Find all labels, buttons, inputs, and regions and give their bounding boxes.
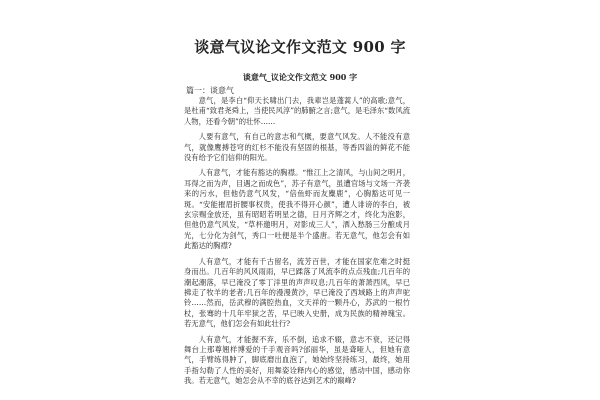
paragraph: 人有意气，才能有豁达的胸襟。“惟江上之清风，与山间之明月，耳得之而为声，目遇之而成色”，苏子有意气，虽遭官场与文场一齐袭来的污水，但他仍意气风发，“倍鱼虾而友麋鹿”，心胸豁达可见一斑。“安能摧眉折腰事权贵，使我不得开心颜”，遭人诽谤的李白，被玄宗赐金放还，虽有昭昭若明星之德，日月齐辉之才，终化为泡影，但他仍意气风发，“草杯邀明月，对影成三人”，洒入愁肠三分酿成月光，七分化为剑气，秀口一吐便是半个盛唐。若无意气，他怎会有如此豁达的胸襟? (184, 168, 410, 251)
body-text (184, 96, 410, 392)
section-heading: 篇一：谈意气 (186, 86, 234, 95)
paragraph: 人有意气，才能握不弃，乐不倒，追求不辍，意志不衰，还记得舞台上那尊翘样博爱的千手观音吗?邰丽华，虽是聋哑人，但她有意气，手臂练得肿了，脚底磨出血泡了，她始终坚持练习，最终，她用手指勾勒了人性的美好，用舞姿诠释内心的感觉，感动中国，感动你我。若无意气，她怎会从不幸的底谷达到艺术的巅峰? (184, 334, 410, 386)
paragraph: 意气，是李白“仰天长啸出门去，我辈岂是蓬蒿人”的高歌;意气，是杜甫“致君尧舜上，当使民风淳”的肺腑之言;意气，是毛泽东“数风流人物，还看今朝”的壮怀…… (184, 96, 410, 126)
document-subtitle: 谈意气_议论文作文范文 900 字 (242, 72, 358, 82)
document-title: 谈意气议论文作文范文 900 字 (194, 38, 406, 56)
paragraph: 人要有意气，有自己的意志和气概，要意气风发。人不能没有意气，就像鹰搏苍穹的红杉不能没有坚固的根基，等香四溢的鲜花不能没有给予它们信仰的阳光。 (184, 132, 410, 163)
paragraph: 人有意气，才能有千古留名，流芳百世，才能在国家危难之时挺身而出。几百年的风风雨雨，早已蹂落了风流李的点点残血;几百年的潮起潮落，早已淹没了零丁洋里的声声叹息;几百年的萧萧西风，早已拂走了牧羊的老者;几百年的漫漫黄沙，早已淹没了西域路上的声声驼铃……然而，岳武穆的满腔热血，文天祥的一颗丹心，苏武的一根竹杖，张骞的十几年牢狱之苦，早已映入史册，成为民族的精神瑰宝。若无意气，他们怎会有如此壮行? (184, 256, 410, 329)
